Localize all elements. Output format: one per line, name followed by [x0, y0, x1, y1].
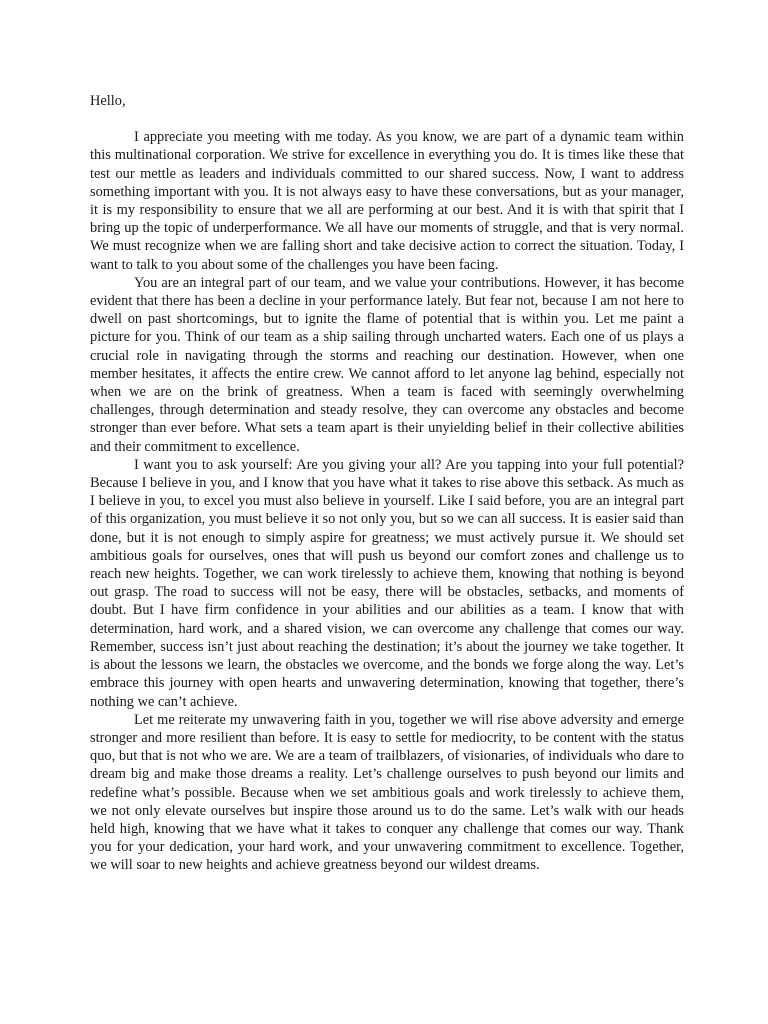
letter-paragraph: Let me reiterate my unwavering faith in you, together we will rise above adversity and emerge stronger and more resilient than before. It is easy to settle for mediocrity, to be content with the status quo, but that is not who we are. We are a team of trailblazers, of visionaries, of individuals who dare to dream big and make those dreams a reality. Let’s challenge ourselves to push beyond our limits and redefine what’s possible. Because when we set ambitious goals and work tirelessly to achieve them, we not only elevate ourselves but inspire those around us to do the same. Let’s walk with our heads held high, knowing that we have what it takes to conquer any challenge that comes our way. Thank you for your dedication, your hard work, and your unwavering commitment to excellence. Together, we will soar to new heights and achieve greatness beyond our wildest dreams. — [90, 711, 684, 874]
letter-paragraph: You are an integral part of our team, and we value your contributions. However, it has become evident that there has been a decline in your performance lately. But fear not, because I am not here to dwell on past shortcomings, but to ignite the flame of potential that is within you. Let me paint a picture for you. Think of our team as a ship sailing through uncharted waters. Each one of us plays a crucial role in navigating through the storms and reaching our destination. However, when one member hesitates, it affects the entire crew. We cannot afford to let anyone lag behind, especially not when we are on the brink of greatness. When a team is faced with seemingly overwhelming challenges, through determination and steady resolve, they can overcome any obstacles and become stronger than ever before. What sets a team apart is their unyielding belief in their collective abilities and their commitment to excellence. — [90, 274, 684, 455]
letter-body — [90, 92, 684, 875]
letter-greeting: Hello, — [90, 93, 126, 109]
letter-paragraph: I appreciate you meeting with me today. As you know, we are part of a dynamic team within this multinational corporation. We strive for excellence in everything you do. It is times like these that test our mettle as leaders and individuals committed to our shared success. Now, I want to address something important with you. It is not always easy to have these conversations, but as your manager, it is my responsibility to ensure that we all are performing at our best. And it is with that spirit that I bring up the topic of underperformance. We all have our moments of struggle, and that is very normal. We must recognize when we are falling short and take decisive action to correct the situation. Today, I want to talk to you about some of the challenges you have been facing. — [90, 129, 684, 273]
letter-paragraph: I want you to ask yourself: Are you giving your all? Are you tapping into your full potential? Because I believe in you, and I know that you have what it takes to rise above this setback. As much as I believe in you, to excel you must also believe in yourself. Like I said before, you are an integral part of this organization, you must believe it so not only you, but so we can all success. It is easier said than done, but it is not enough to simply aspire for greatness; we must actively pursue it. We should set ambitious goals for ourselves, ones that will push us beyond our comfort zones and challenge us to reach new heights. Together, we can work tirelessly to achieve them, knowing that nothing is beyond out grasp. The road to success will not be easy, there will be obstacles, setbacks, and moments of doubt. But I have firm confidence in your abilities and our abilities as a team. I know that with determination, hard work, and a shared vision, we can overcome any challenge that comes our way. Remember, success isn’t just about reaching the destination; it’s about the journey we take together. It is about the lessons we learn, the obstacles we overcome, and the bonds we forge along the way. Let’s embrace this journey with open hearts and unwavering determination, knowing that together, there’s nothing we can’t achieve. — [90, 456, 684, 710]
